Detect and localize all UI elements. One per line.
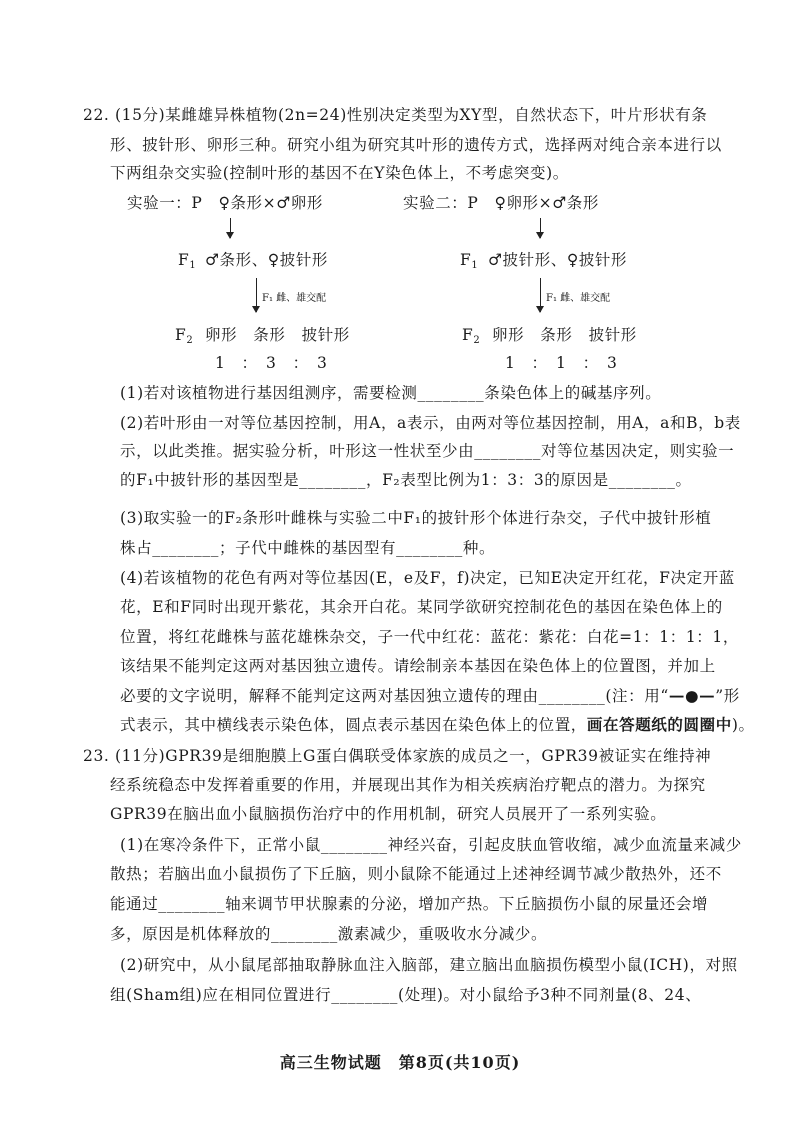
q23-stem-line-1: 23. (11分)GPR39是细胞膜上G蛋白偶联受体家族的成员之一，GPR39被证实在维持神 (83, 747, 712, 765)
page-footer: 高三生物试题 第8页(共10页) (279, 1053, 521, 1072)
exp2-parent-cross: 实验二：P ♀卵形×♂条形 (403, 194, 599, 212)
exp1-f2-phenotypes: 卵形 条形 披针形 (205, 326, 350, 344)
q22-sub2-line-2: 示，以此类推。据实验分析，叶形这一性状至少由________对等位基因决定，则实验一 (120, 442, 735, 460)
q22-sub4-line-6-end: )。 (731, 716, 755, 734)
q23-sub1-line-1: (1)在寒冷条件下，正常小鼠________神经兴奋，引起皮肤血管收缩，减少血流量来减少 (120, 836, 742, 854)
q22-stem-line-2: 形、披针形、卵形三种。研究小组为研究其叶形的遗传方式，选择两对纯合亲本进行以 (110, 136, 722, 154)
q22-sub4-line-1: (4)若该植物的花色有两对等位基因(E，e及F，f)决定，已知E决定开红花，F决定开蓝 (120, 569, 735, 587)
exp2-f2-phenotypes: 卵形 条形 披针形 (492, 326, 637, 344)
exp1-f1-phenotypes: ♂条形、♀披针形 (205, 251, 329, 269)
q23-sub1-line-4: 多，原因是机体释放的________激素减少，重吸收水分减少。 (110, 925, 548, 943)
exp2-f1-cross-label: F₁ 雌、雄交配 (546, 293, 611, 304)
q22-sub4-line-4: 该结果不能判定这两对基因独立遗传。请绘制亲本基因在染色体上的位置图，并加上 (120, 657, 716, 675)
exp2-arrow-to-f2 (540, 278, 541, 312)
exp2-f2-ratio: 1 ： 1 ： 3 (505, 354, 618, 372)
chromosome-gene-symbol: —●— (668, 686, 716, 705)
answer-sheet-note: 画在答题纸的圆圈中 (586, 715, 732, 734)
exp1-f1-cross-label: F₁ 雌、雄交配 (262, 293, 327, 304)
q22-sub4-line-5 (120, 686, 740, 706)
exp2-f1-phenotypes: ♂披针形、♀披针形 (488, 251, 628, 269)
q22-sub1: (1)若对该植物进行基因组测序，需要检测________条染色体上的碱基序列。 (120, 384, 662, 402)
exp1-arrow-to-f2 (256, 278, 257, 312)
q22-stem-line-3: 下两组杂交实验(控制叶形的基因不在Y染色体上，不考虑突变)。 (110, 164, 569, 182)
q22-sub3-line-2: 株占________；子代中雌株的基因型有________种。 (120, 539, 496, 557)
q23-sub1-line-2: 散热；若脑出血小鼠损伤了下丘脑，则小鼠除不能通过上述神经调节减少散热外，还不 (110, 865, 722, 883)
exp2-arrow-to-f1 (540, 218, 541, 238)
exp1-f2-label: $F_2$ (175, 326, 194, 346)
exp2-f1-label: $F_1$ (460, 251, 479, 271)
q22-sub4-line-6 (120, 715, 755, 735)
q22-sub2-line-1: (2)若叶形由一对等位基因控制，用A，a表示，由两对等位基因控制，用A，a和B，b表 (120, 414, 741, 432)
q22-sub4-line-5-text: 必要的文字说明，解释不能判定这两对基因独立遗传的理由________(注：用“ (120, 687, 669, 705)
q22-sub4-line-2: 花，E和F同时出现开紫花，其余开白花。某同学欲研究控制花色的基因在染色体上的 (120, 598, 723, 616)
q22-sub4-line-3: 位置，将红花雌株与蓝花雄株杂交，子一代中红花：蓝花：紫花：白花=1：1：1：1， (120, 628, 739, 646)
q22-sub3-line-1: (3)取实验一的F₂条形叶雌株与实验二中F₁的披针形个体进行杂交，子代中披针形植 (120, 509, 712, 527)
q22-sub4-line-6-text: 式表示，其中横线表示染色体，圆点表示基因在染色体上的位置， (120, 716, 587, 734)
q23-stem-line-3: GPR39在脑出血小鼠脑损伤治疗中的作用机制，研究人员展开了一系列实验。 (110, 805, 667, 823)
q23-sub2-line-2: 组(Sham组)应在相同位置进行________(处理)。对小鼠给予3种不同剂量(8、24、 (110, 986, 702, 1004)
exp1-arrow-to-f1 (230, 218, 231, 238)
exp1-f1-label: $F_1$ (178, 251, 197, 271)
exp2-f2-label: $F_2$ (462, 326, 481, 346)
exp1-f2-ratio: 1 ： 3 ： 3 (215, 354, 328, 372)
q23-sub2-line-1: (2)研究中，从小鼠尾部抽取静脉血注入脑部，建立脑出血脑损伤模型小鼠(ICH)，对照 (120, 956, 738, 974)
q23-stem-line-2: 经系统稳态中发挥着重要的作用，并展现出其作为相关疾病治疗靶点的潜力。为探究 (110, 776, 706, 794)
q22-stem-line-1: 22. (15分)某雌雄异株植物(2n=24)性别决定类型为XY型，自然状态下，叶片形状有条 (83, 106, 708, 124)
q23-sub1-line-3: 能通过________轴来调节甲状腺素的分泌，增加产热。下丘脑损伤小鼠的尿量还会增 (110, 895, 709, 913)
exp1-parent-cross: 实验一：P ♀条形×♂卵形 (127, 194, 323, 212)
q22-sub2-line-3: 的F₁中披针形的基因型是________，F₂表型比例为1：3：3的原因是________。 (120, 471, 692, 489)
q22-sub4-line-5-end: ”形 (715, 687, 740, 705)
